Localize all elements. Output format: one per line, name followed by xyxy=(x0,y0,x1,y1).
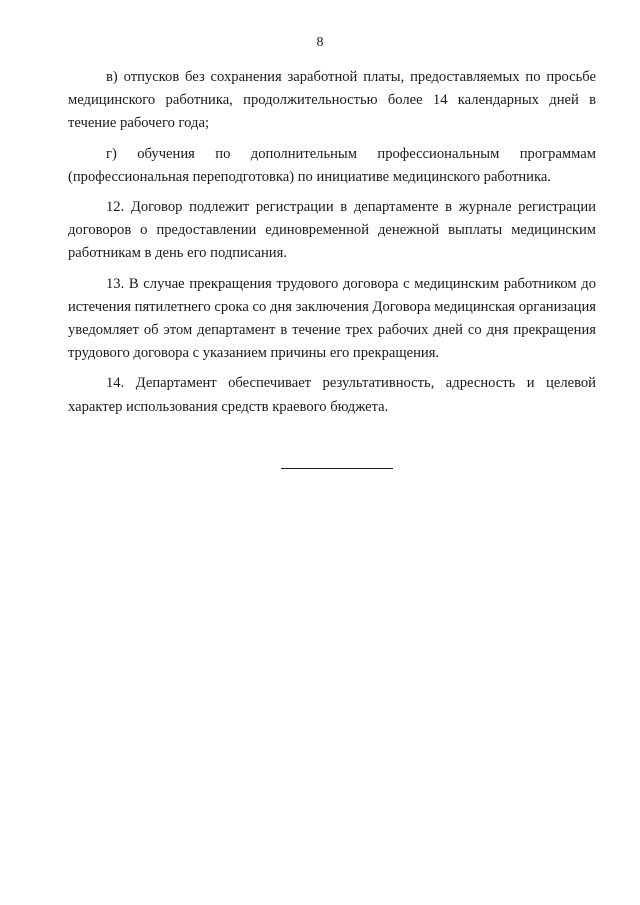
paragraph-item-g: г) обучения по дополнительным профессиональным программам (профессиональная переподготовка) по инициативе медицинского работника. xyxy=(68,145,596,185)
paragraph-14: 14. Департамент обеспечивает результативность, адресность и целевой характер использования средств краевого бюджета. xyxy=(68,375,596,415)
paragraph-item-v: в) отпусков без сохранения заработной платы, предоставляемых по просьбе медицинского работника, продолжительностью более 14 календарных дней в течение рабочего года; xyxy=(68,69,596,132)
page-number: 8 xyxy=(316,35,324,50)
end-of-document-rule xyxy=(281,468,393,469)
paragraph-12: 12. Договор подлежит регистрации в департаменте в журнале регистрации договоров о предоставлении единовременной денежной выплаты медицинским работникам в день его подписания. xyxy=(68,199,596,262)
paragraph-13: 13. В случае прекращения трудового договора с медицинским работником до истечения пятилетнего срока со дня заключения Договора медицинская организация уведомляет об этом департамент в течение трех рабочих дней со дня прекращения трудового договора с указанием причины его прекращения. xyxy=(68,275,596,362)
document-body xyxy=(68,66,596,419)
